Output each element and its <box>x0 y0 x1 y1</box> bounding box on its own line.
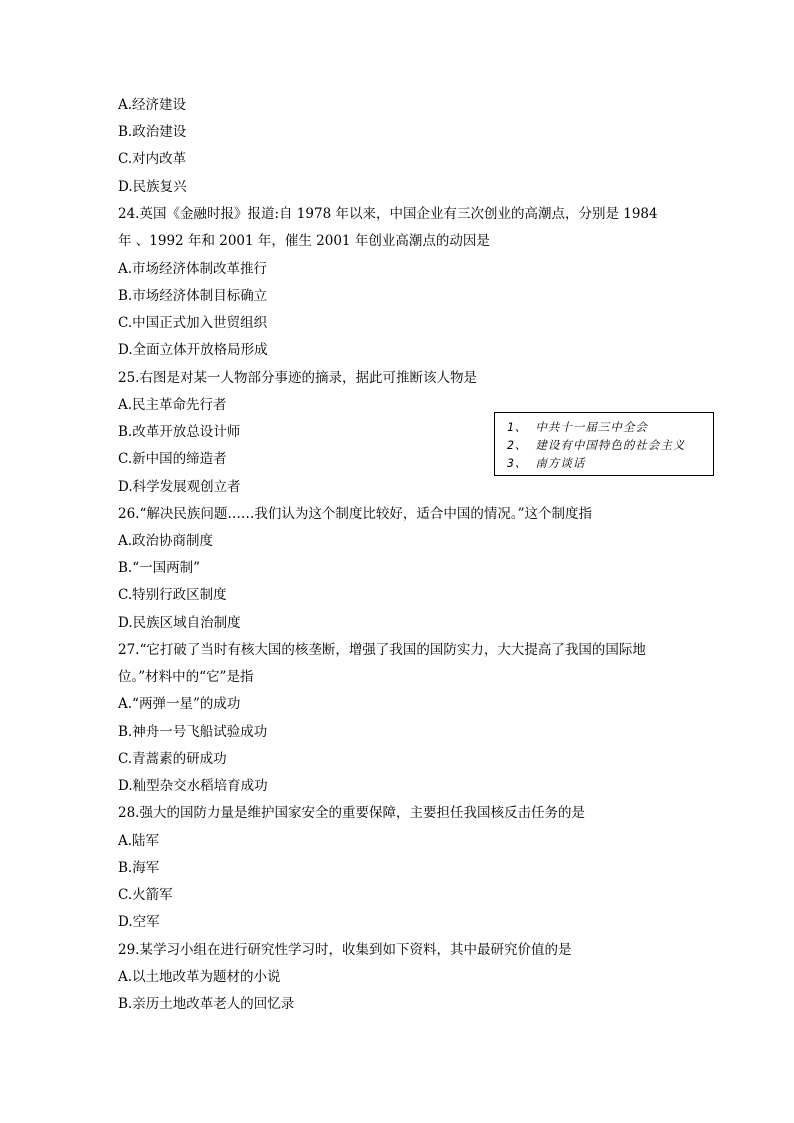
q24-option-b: B.市场经济体制目标确立 <box>118 288 268 304</box>
q24-option-d: D.全面立体开放格局形成 <box>118 342 268 358</box>
q29-option-b: B.亲历土地改革老人的回忆录 <box>118 996 295 1012</box>
q25-stem: 25.右图是对某一人物部分事迹的摘录，据此可推断该人物是 <box>118 370 477 386</box>
q29-stem: 29.某学习小组在进行研究性学习时，收集到如下资料，其中最研究价值的是 <box>118 942 572 958</box>
q28-option-d: D.空军 <box>118 914 160 930</box>
q24-option-c: C.中国正式加入世贸组织 <box>118 315 268 331</box>
q23-option-c: C.对内改革 <box>118 151 187 167</box>
q28-option-b: B.海军 <box>118 860 160 876</box>
q24-stem-line2: 年 、1992 年和 2001 年，催生 2001 年创业高潮点的动因是 <box>118 233 490 249</box>
q23-option-b: B.政治建设 <box>118 124 187 140</box>
q25-box-item-1: 1、 中共十一届三中全会 <box>507 420 648 434</box>
q26-option-c: C.特别行政区制度 <box>118 587 227 603</box>
q27-stem-line2: 位。”材料中的“它”是指 <box>118 669 254 685</box>
q27-option-d: D.籼型杂交水稻培育成功 <box>118 778 268 794</box>
q25-option-d: D.科学发展观创立者 <box>118 479 241 495</box>
q26-option-b: B.“一国两制” <box>118 560 201 576</box>
q25-option-c: C.新中国的缔造者 <box>118 451 227 467</box>
q25-excerpt-box <box>494 412 714 476</box>
q25-box-item-3: 3、 南方谈话 <box>507 456 586 470</box>
q25-box-item-2: 2、 建设有中国特色的社会主义 <box>507 438 686 452</box>
q24-stem-line1: 24.英国《金融时报》报道:自 1978 年以来，中国企业有三次创业的高潮点，分别是 1984 <box>118 206 658 222</box>
q28-option-a: A.陆军 <box>118 833 160 849</box>
q26-stem: 26.“解决民族问题……我们认为这个制度比较好，适合中国的情况。”这个制度指 <box>118 506 593 522</box>
q27-option-b: B.神舟一号飞船试验成功 <box>118 724 268 740</box>
q26-option-d: D.民族区域自治制度 <box>118 615 241 631</box>
q23-option-a: A.经济建设 <box>118 97 187 113</box>
q27-option-a: A.“两弹一星”的成功 <box>118 696 241 712</box>
q27-stem-line1: 27.“它打破了当时有核大国的核垄断，增强了我国的国防实力，大大提高了我国的国际地 <box>118 642 646 658</box>
q26-option-a: A.政治协商制度 <box>118 533 214 549</box>
q23-option-d: D.民族复兴 <box>118 179 187 195</box>
q24-option-a: A.市场经济体制改革推行 <box>118 261 268 277</box>
q25-option-b: B.改革开放总设计师 <box>118 424 241 440</box>
q25-option-a: A.民主革命先行者 <box>118 397 227 413</box>
q28-stem: 28.强大的国防力量是维护国家安全的重要保障，主要担任我国核反击任务的是 <box>118 805 585 821</box>
q29-option-a: A.以土地改革为题材的小说 <box>118 969 281 985</box>
q28-option-c: C.火箭军 <box>118 887 173 903</box>
q27-option-c: C.青蒿素的研成功 <box>118 751 227 767</box>
